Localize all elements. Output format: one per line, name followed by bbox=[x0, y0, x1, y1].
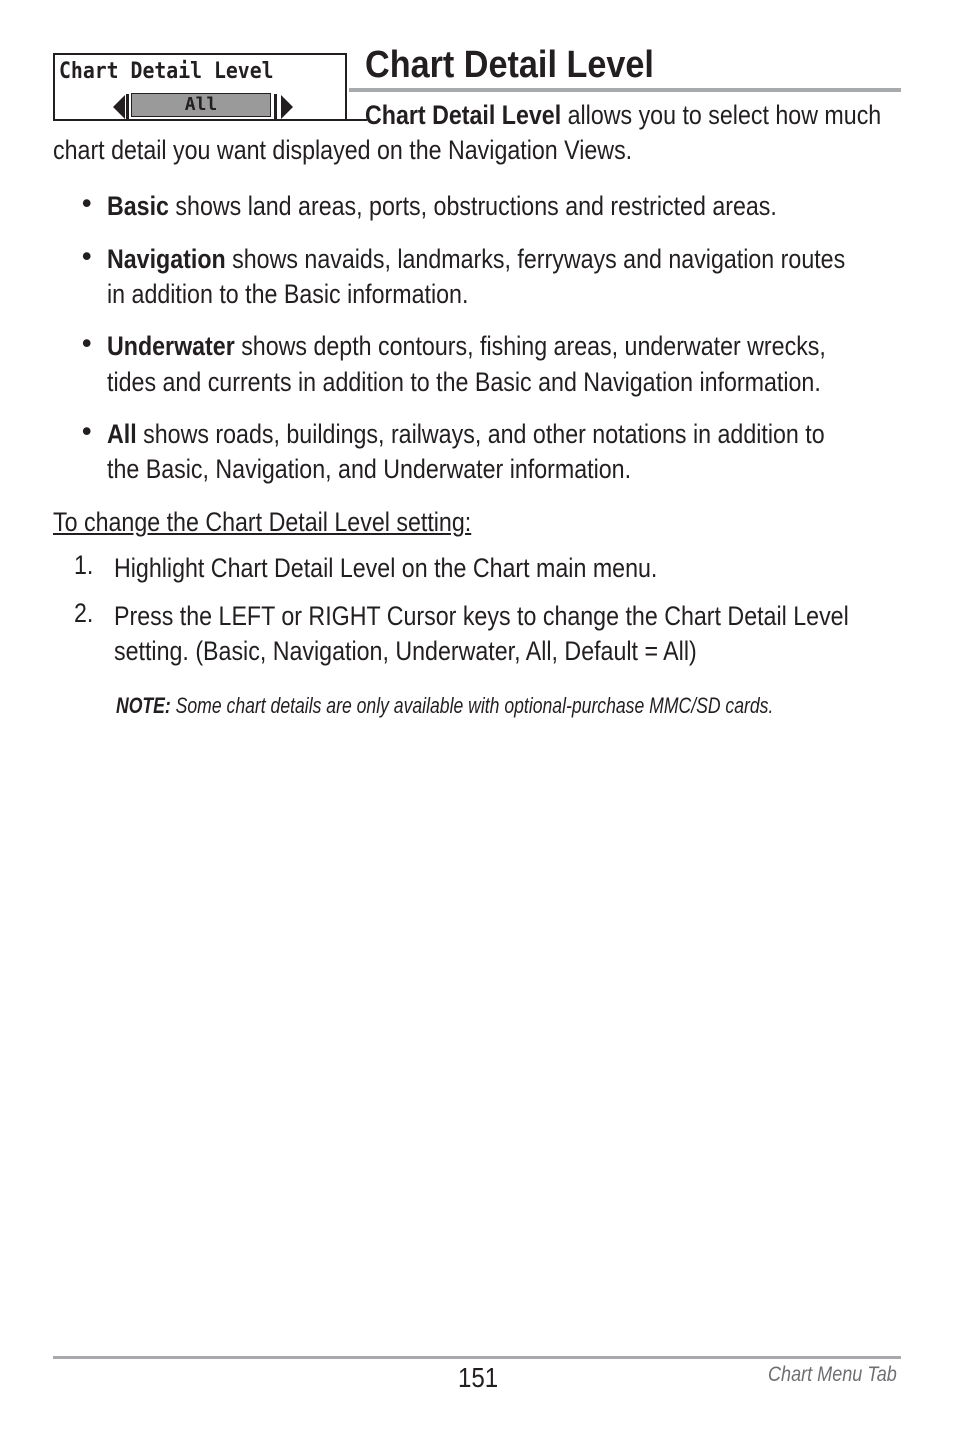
note-text: Some chart details are only available with optional-purchase MMC/SD cards. bbox=[170, 693, 774, 718]
step-number: 2. bbox=[74, 598, 94, 628]
bullet-navigation-line-2: in addition to the Basic information. bbox=[107, 279, 469, 309]
heading-rule bbox=[349, 88, 901, 92]
intro-text-1: allows you to select how much bbox=[561, 100, 882, 130]
bullet-icon: • bbox=[82, 416, 92, 446]
bullet-icon: • bbox=[82, 188, 92, 218]
bullet-term: Underwater bbox=[107, 331, 235, 361]
left-arrow-icon bbox=[113, 95, 125, 119]
intro-term: Chart Detail Level bbox=[365, 100, 562, 130]
bullet-text: shows depth contours, fishing areas, underwater wrecks, bbox=[234, 331, 826, 361]
bullet-underwater bbox=[107, 328, 826, 364]
page-number: 151 bbox=[458, 1362, 499, 1393]
left-arrow-bar bbox=[126, 94, 129, 120]
bullet-term: Basic bbox=[107, 191, 169, 221]
bullet-all-line-2: the Basic, Navigation, and Underwater information. bbox=[107, 454, 632, 484]
bullet-icon: • bbox=[82, 241, 92, 271]
bullet-text: shows roads, buildings, railways, and other notations in addition to bbox=[136, 419, 825, 449]
footer-section: Chart Menu Tab bbox=[768, 1363, 897, 1386]
menu-title: Chart Detail Level bbox=[59, 59, 274, 84]
step-2-text: Press the LEFT or RIGHT Cursor keys to change the Chart Detail Level bbox=[114, 601, 849, 631]
bullet-underwater-line-2: tides and currents in addition to the Basic and Navigation information. bbox=[107, 367, 821, 397]
page-title: Chart Detail Level bbox=[365, 44, 654, 86]
step-1-text: Highlight Chart Detail Level on the Chart main menu. bbox=[114, 553, 658, 583]
bullet-navigation bbox=[107, 241, 845, 277]
step-number: 1. bbox=[74, 550, 94, 580]
bullet-term: All bbox=[107, 419, 137, 449]
setting-value: All bbox=[131, 93, 271, 117]
bullet-text: shows navaids, landmarks, ferryways and navigation routes bbox=[225, 244, 846, 274]
intro-line-2: chart detail you want displayed on the Navigation Views. bbox=[53, 135, 633, 165]
bullet-all bbox=[107, 416, 825, 452]
procedure-heading: To change the Chart Detail Level setting: bbox=[53, 507, 472, 537]
right-arrow-bar bbox=[274, 94, 277, 120]
step-2-text-line-2: setting. (Basic, Navigation, Underwater, All, Default = All) bbox=[114, 636, 697, 666]
bullet-text: shows land areas, ports, obstructions and restricted areas. bbox=[168, 191, 777, 221]
chart-detail-level-menu[interactable] bbox=[53, 53, 347, 121]
bullet-icon: • bbox=[82, 328, 92, 358]
bullet-basic bbox=[107, 188, 777, 224]
intro-line-1 bbox=[365, 97, 881, 133]
menu-underline bbox=[347, 119, 367, 121]
note-label: NOTE: bbox=[116, 693, 171, 718]
right-arrow-icon bbox=[281, 95, 293, 119]
footer-rule bbox=[53, 1356, 901, 1359]
note bbox=[116, 688, 773, 724]
bullet-term: Navigation bbox=[107, 244, 226, 274]
